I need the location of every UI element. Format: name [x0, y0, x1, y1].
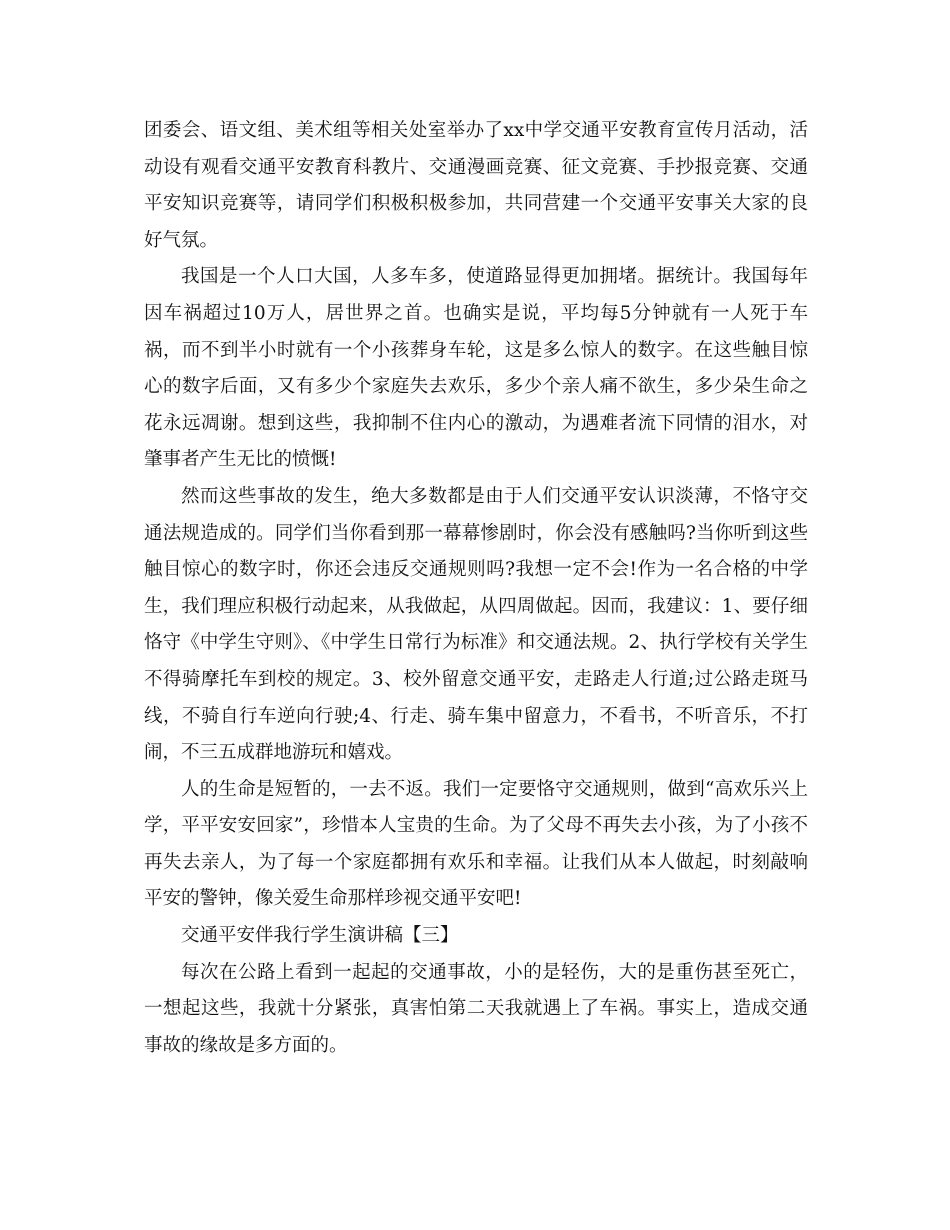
section-heading: 交通平安伴我行学生演讲稿【三】: [181, 925, 459, 947]
paragraph-4: 人的生命是短暂的，一去不返。我们一定要恪守交通规则，做到“高欢乐兴上学，平平安安回家”，珍惜本人宝贵的生命。为了父母不再失去小孩，为了小孩不再失去亲人，为了每一个家庭都拥有欢乐和幸福。让我们从本人做起，时刻敲响平安的警钟，像关爱生命那样珍视交通平安吧!: [144, 778, 808, 910]
document-body: [144, 113, 808, 1064]
paragraph-5: 每次在公路上看到一起起的交通事故，小的是轻伤，大的是重伤甚至死亡，一想起这些，我就十分紧张，真害怕第二天我就遇上了车祸。事实上，造成交通事故的缘故是多方面的。: [144, 961, 808, 1056]
paragraph-3: 然而这些事故的发生，绝大多数都是由于人们交通平安认识淡薄，不恪守交通法规造成的。同学们当你看到那一幕幕惨剧时，你会没有感触吗?当你听到这些触目惊心的数字时，你还会违反交通规则吗?我想一定不会!作为一名合格的中学生，我们理应积极行动起来，从我做起，从四周做起。因而，我建议：1、要仔细恪守《中学生守则》、《中学生日常行为标准》和交通法规。2、执行学校有关学生不得骑摩托车到校的规定。3、校外留意交通平安，走路走人行道;过公路走斑马线，不骑自行车逆向行驶;4、行走、骑车集中留意力，不看书，不听音乐，不打闹，不三五成群地游玩和嬉戏。: [144, 485, 808, 764]
paragraph-1: 团委会、语文组、美术组等相关处室举办了xx中学交通平安教育宣传月活动，活动设有观看交通平安教育科教片、交通漫画竞赛、征文竞赛、手抄报竞赛、交通平安知识竞赛等，请同学们积极积极参加，共同营建一个交通平安事关大家的良好气氛。: [144, 120, 808, 251]
paragraph-2: 我国是一个人口大国，人多车多，使道路显得更加拥堵。据统计。我国每年因车祸超过10万人，居世界之首。也确实是说，平均每5分钟就有一人死于车祸，而不到半小时就有一个小孩葬身车轮，这是多么惊人的数字。在这些触目惊心的数字后面，又有多少个家庭失去欢乐，多少个亲人痛不欲生，多少朵生命之花永远凋谢。想到这些，我抑制不住内心的激动，为遇难者流下同情的泪水，对肇事者产生无比的愤慨!: [144, 266, 808, 471]
